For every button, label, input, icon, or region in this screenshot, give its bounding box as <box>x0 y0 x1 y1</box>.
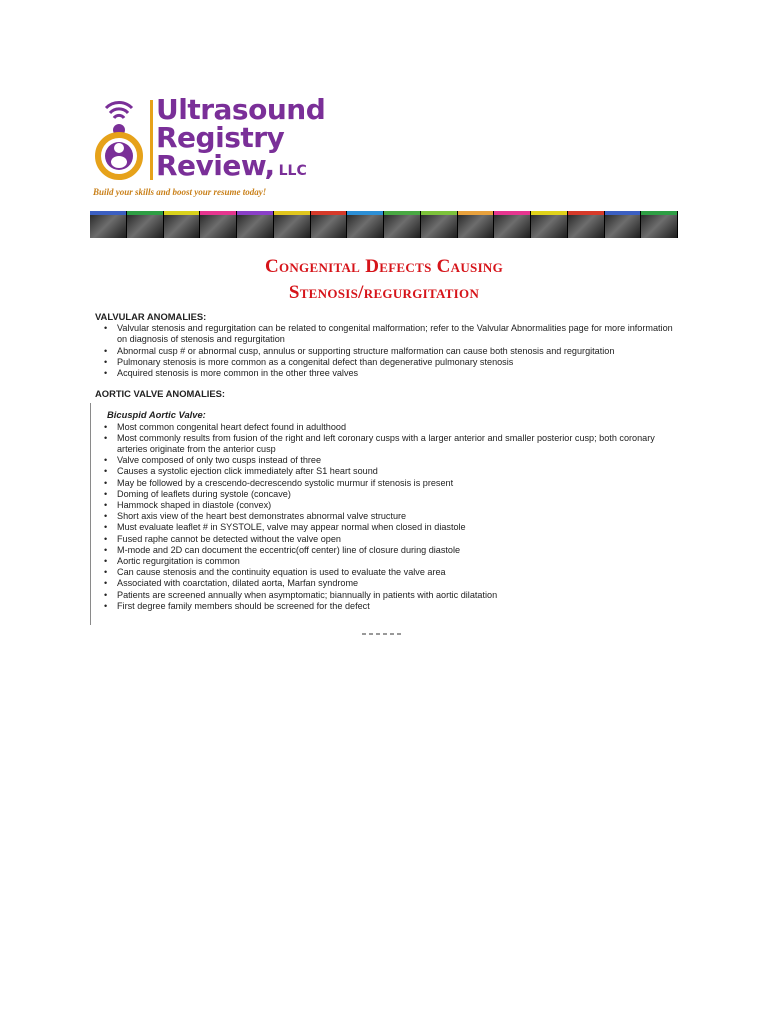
list-item: • Most common congenital heart defect found in adulthood <box>117 422 685 433</box>
ultrasound-thumbnail <box>641 211 678 238</box>
aortic-heading: AORTIC VALVE ANOMALIES: <box>95 388 226 400</box>
list-item: • Aortic regurgitation is common <box>117 556 685 567</box>
ultrasound-thumbnail <box>568 211 605 238</box>
logo-line-2: Registry <box>156 121 285 154</box>
list-item: • Doming of leaflets during systole (concave) <box>117 489 685 500</box>
ultrasound-thumbnail <box>531 211 568 238</box>
logo-suffix: LLC <box>278 163 307 179</box>
ultrasound-thumbnail <box>237 211 274 238</box>
ultrasound-thumbnail <box>347 211 384 238</box>
section-divider <box>90 403 91 625</box>
list-item: • Associated with coarctation, dilated aorta, Marfan syndrome <box>117 578 685 589</box>
list-item: • Valvular stenosis and regurgitation can be related to congenital malformation; refer to the Valvular Abnormalities page for more information on diagnosis of stenosis and regurgitation <box>117 323 685 345</box>
list-item: • May be followed by a crescendo-decrescendo systolic murmur if stenosis is present <box>117 478 685 489</box>
ultrasound-thumbnail <box>311 211 348 238</box>
ultrasound-thumbnail <box>90 211 127 238</box>
ultrasound-thumbnail <box>605 211 642 238</box>
valvular-heading: VALVULAR ANOMALIES: <box>95 311 207 322</box>
tagline: Build your skills and boost your resume today! <box>93 187 267 197</box>
ultrasound-thumbnail <box>421 211 458 238</box>
ultrasound-thumbnail <box>458 211 495 238</box>
logo-line-1: Ultrasound <box>156 93 326 126</box>
list-item: • Hammock shaped in diastole (convex) <box>117 500 685 511</box>
logo-emblem-icon <box>92 96 146 182</box>
list-item: • Must evaluate leaflet # in SYSTOLE, valve may appear normal when closed in diastole <box>117 522 685 533</box>
list-item: • Patients are screened annually when asymptomatic; biannually in patients with aortic dilatation <box>117 590 685 601</box>
ultrasound-thumbnail <box>274 211 311 238</box>
ultrasound-thumbnail <box>127 211 164 238</box>
company-logo <box>92 93 326 186</box>
page-title <box>90 254 678 306</box>
list-item: • Causes a systolic ejection click immediately after S1 heart sound <box>117 466 685 477</box>
valvular-list <box>95 323 685 379</box>
list-item: • Can cause stenosis and the continuity equation is used to evaluate the valve area <box>117 567 685 578</box>
list-item: • Most commonly results from fusion of the right and left coronary cusps with a larger anterior and smaller posterior cusp; both coronary arteries originate from the anterior cusp <box>117 433 685 455</box>
list-item: • Abnormal cusp # or abnormal cusp, annulus or supporting structure malformation can cause both stenosis and regurgitation <box>117 346 685 357</box>
cropped-footer-text <box>362 622 422 625</box>
list-item: • M-mode and 2D can document the eccentric(off center) line of closure during diastole <box>117 545 685 556</box>
document-body <box>95 311 685 612</box>
logo-wordmark <box>156 93 326 185</box>
list-item: • Short axis view of the heart best demonstrates abnormal valve structure <box>117 511 685 522</box>
page-title-line-2: Stenosis/regurgitation <box>288 282 480 303</box>
bicuspid-subheading: Bicuspid Aortic Valve: <box>107 409 206 421</box>
list-item: • First degree family members should be screened for the defect <box>117 601 685 612</box>
ultrasound-thumbnail <box>384 211 421 238</box>
ultrasound-thumbnail <box>164 211 201 238</box>
ultrasound-thumbnail <box>494 211 531 238</box>
logo-line-3: Review, LLC <box>156 149 307 182</box>
ultrasound-thumbnail-strip <box>90 211 678 238</box>
list-item: • Acquired stenosis is more common in the other three valves <box>117 368 685 379</box>
list-item: • Pulmonary stenosis is more common as a congenital defect than degenerative pulmonary stenosis <box>117 357 685 368</box>
ultrasound-thumbnail <box>200 211 237 238</box>
aortic-list <box>95 422 685 612</box>
list-item: • Valve composed of only two cusps instead of three <box>117 455 685 466</box>
logo-divider <box>150 100 153 180</box>
list-item: • Fused raphe cannot be detected without the valve open <box>117 534 685 545</box>
page-title-line-1: Congenital Defects Causing <box>264 256 504 277</box>
